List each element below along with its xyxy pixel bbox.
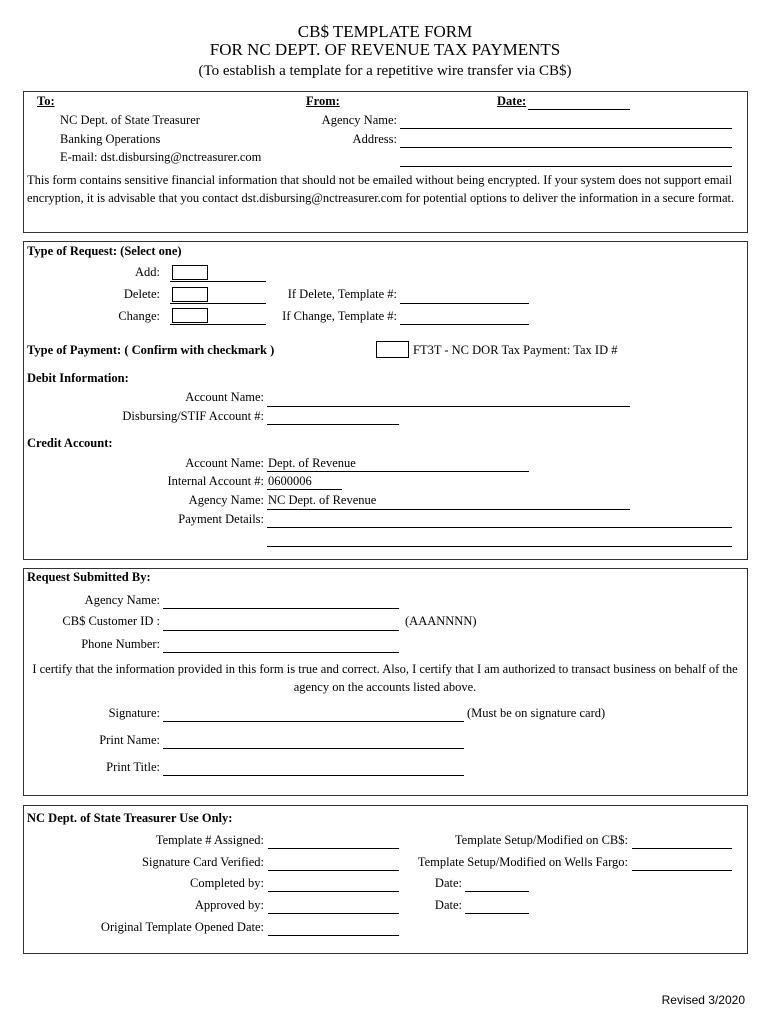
submitted-title: Request Submitted By: xyxy=(27,570,151,584)
original-date-field[interactable] xyxy=(268,935,399,936)
address-field-2[interactable] xyxy=(400,166,732,167)
date-field[interactable] xyxy=(528,109,630,110)
print-name-label: Print Name: xyxy=(99,733,160,747)
credit-agency-value[interactable]: NC Dept. of Revenue xyxy=(268,493,377,507)
address-field[interactable] xyxy=(400,147,732,148)
internal-account-label: Internal Account #: xyxy=(167,474,264,488)
phone-label: Phone Number: xyxy=(81,637,160,651)
add-underline xyxy=(170,281,266,282)
revised-date: Revised 3/2020 xyxy=(661,993,745,1007)
credit-account-name-label: Account Name: xyxy=(185,456,264,470)
setup-wf-label: Template Setup/Modified on Wells Fargo: xyxy=(417,855,628,869)
treasurer-title: NC Dept. of State Treasurer Use Only: xyxy=(27,811,233,825)
customer-id-label: CB$ Customer ID : xyxy=(62,614,160,628)
credit-account-name-value[interactable]: Dept. of Revenue xyxy=(268,456,356,470)
payment-details-label: Payment Details: xyxy=(178,512,264,526)
approved-by-field[interactable] xyxy=(268,913,399,914)
date-label: Date: xyxy=(497,94,527,108)
sig-card-label: Signature Card Verified: xyxy=(142,855,264,869)
internal-account-value[interactable]: 0600006 xyxy=(268,474,312,488)
submitter-agency-label: Agency Name: xyxy=(84,593,160,607)
print-name-field[interactable] xyxy=(163,748,464,749)
add-label: Add: xyxy=(135,265,160,279)
delete-template-field[interactable] xyxy=(400,303,529,304)
setup-cb-label: Template Setup/Modified on CB$: xyxy=(454,833,628,847)
setup-wf-field[interactable] xyxy=(632,870,732,871)
form-title: CB$ TEMPLATE FORM xyxy=(297,22,473,41)
agency-name-label: Agency Name: xyxy=(321,113,397,127)
completed-by-field[interactable] xyxy=(268,891,399,892)
ft3t-option-label: FT3T - NC DOR Tax Payment: Tax ID # xyxy=(413,343,618,357)
credit-agency-field xyxy=(267,509,630,510)
form-subtitle: (To establish a template for a repetitive wire transfer via CB$) xyxy=(198,63,572,79)
approved-date-field[interactable] xyxy=(465,913,529,914)
signature-field[interactable] xyxy=(163,721,464,722)
certification-text: I certify that the information provided in this form is true and correct. Also, I certify that I am authorized to transact business on behalf of the agency on the accounts listed above. xyxy=(32,662,738,694)
print-title-field[interactable] xyxy=(163,775,464,776)
to-line: NC Dept. of State Treasurer xyxy=(60,113,200,127)
completed-by-label: Completed by: xyxy=(190,876,264,890)
address-label: Address: xyxy=(352,132,397,146)
sig-card-field[interactable] xyxy=(268,870,399,871)
customer-id-format: (AAANNNN) xyxy=(405,614,477,628)
if-change-label: If Change, Template #: xyxy=(282,309,397,323)
stif-account-field[interactable] xyxy=(267,424,399,425)
stif-account-label: Disbursing/STIF Account #: xyxy=(122,409,264,423)
submitter-agency-field[interactable] xyxy=(163,608,399,609)
approved-date-label: Date: xyxy=(434,898,462,912)
credit-account-name-field xyxy=(267,471,529,472)
signature-label: Signature: xyxy=(108,706,160,720)
template-assigned-field[interactable] xyxy=(268,848,399,849)
phone-field[interactable] xyxy=(163,652,399,653)
payment-details-field-2[interactable] xyxy=(267,546,732,547)
internal-account-field xyxy=(267,489,342,490)
add-checkbox[interactable] xyxy=(172,265,208,280)
credit-agency-label: Agency Name: xyxy=(188,493,264,507)
payment-details-field[interactable] xyxy=(267,527,732,528)
request-type-title: Type of Request: (Select one) xyxy=(27,244,182,258)
debit-account-name-field[interactable] xyxy=(267,406,630,407)
change-label: Change: xyxy=(118,309,160,323)
signature-note: (Must be on signature card) xyxy=(467,706,606,720)
form-title-2: FOR NC DEPT. OF REVENUE TAX PAYMENTS xyxy=(209,40,561,59)
approved-by-label: Approved by: xyxy=(194,898,264,912)
change-underline xyxy=(170,324,266,325)
delete-checkbox[interactable] xyxy=(172,287,208,302)
credit-account-title: Credit Account: xyxy=(27,436,113,450)
encryption-notice: This form contains sensitive financial information that should not be emailed without being encrypted. If your system does not support email encryption, it is advisable that you contact dst.disbursing@nctreasurer.com for potential options to deliver the information in a secure format. xyxy=(27,173,735,205)
to-email: E-mail: dst.disbursing@nctreasurer.com xyxy=(60,150,262,164)
change-template-field[interactable] xyxy=(400,324,529,325)
completed-date-field[interactable] xyxy=(465,891,529,892)
payment-type-label: Type of Payment: ( Confirm with checkmark ) xyxy=(27,343,275,357)
delete-label: Delete: xyxy=(123,287,160,301)
debit-info-title: Debit Information: xyxy=(27,371,129,385)
to-label: To: xyxy=(37,94,55,108)
to-line: Banking Operations xyxy=(60,132,161,146)
from-label: From: xyxy=(306,94,340,108)
template-assigned-label: Template # Assigned: xyxy=(155,833,264,847)
debit-account-name-label: Account Name: xyxy=(185,390,264,404)
change-checkbox[interactable] xyxy=(172,308,208,323)
delete-underline xyxy=(170,303,266,304)
agency-name-field[interactable] xyxy=(400,128,732,129)
original-date-label: Original Template Opened Date: xyxy=(100,920,264,934)
ft3t-checkbox[interactable] xyxy=(376,341,409,358)
customer-id-field[interactable] xyxy=(163,630,399,631)
if-delete-label: If Delete, Template #: xyxy=(287,287,397,301)
completed-date-label: Date: xyxy=(434,876,462,890)
print-title-label: Print Title: xyxy=(106,760,160,774)
setup-cb-field[interactable] xyxy=(632,848,732,849)
